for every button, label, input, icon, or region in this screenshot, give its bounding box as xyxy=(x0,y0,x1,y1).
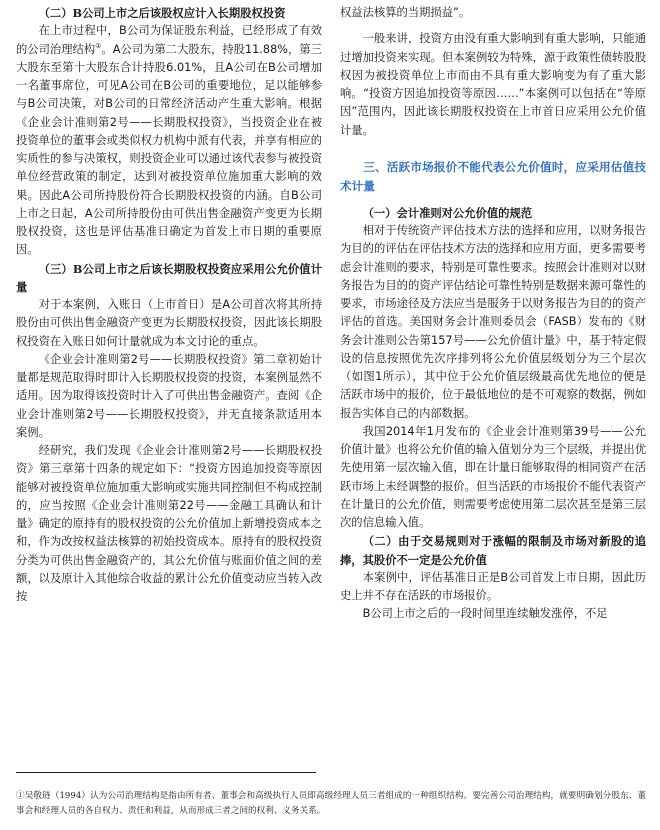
section-heading-3: （三）B公司上市之后该长期股权投资应采用公允价值计量 xyxy=(16,261,322,294)
paragraph-governance-a: 在上市过程中，B公司为保证股东利益，已经形成了有效的公司治理结构 xyxy=(16,24,322,56)
paragraph-research: 经研究，我们发现《企业会计准则第2号——长期股权投资》第三章第十四条的规定如下：“投资方因追加投资等原因能够对被投资单位施加重大影响或实施共同控制但不构成控制的，应当按照《企业会计准则第22号——金融工具确认和计量》确定的原持有的股权投资的公允价值加上新增投资成本之和，作为改按权益法核算的初始投资成本。原持有的股权投资分类为可供出售金融资产的，其公允价值与账面价值之间的差额，以及原计入其他综合收益的累计公允价值变动应当转入改按 xyxy=(16,444,322,603)
paragraph-case-focus: 对于本案例，入账日（上市首日）是A公司首次将其所持股份由可供出售金融资产变更为长期股权投资，因此该长期股权投资在入账日如何计量就成为本文讨论的重点。 xyxy=(16,298,322,348)
paragraph-limit-up: B公司上市之后的一段时间里连续触发涨停，不足 xyxy=(362,607,608,621)
right-column xyxy=(340,4,646,624)
chapter-heading-3: 三、活跃市场报价不能代表公允价值时，应采用估值技术计量 xyxy=(340,159,646,193)
paragraph-fasb: 相对于传统资产评估技术方法的选择和应用，以财务报告为目的的评估在评估技术方法的选择和应用方面，更多需要考虑会计准则的要求，特别是可靠性要求。按照会计准则对以财务报告为目的的资产评估结论可靠性特别是数据来源可靠性的要求，市场途径及方法应当是服务于以财务报告为目的的资产评估的首选。美国财务会计准则委员会（FASB）发布的《财务会计准则公告第157号——公允价值计量》中，基于特定假设的信息按照优先次序排列将公允价值层级划分为三个层次（如图1所示），其中位于公允价值层级最高优先地位的便是活跃市场中的报价，位于最低地位的是不可观察的数据，例如报告实体自己的内部数据。 xyxy=(340,224,646,420)
left-column xyxy=(16,4,322,606)
paragraph-special-case: 一般来讲，投资方由没有重大影响到有重大影响，只能通过增加投资来实现。但本案例较为特殊，源于政策性债转股股权因为被投资单位上市而由不具有重大影响变为有了重大影响。“投资方因追加投资等原因……”本案例可以包括在“等原因”范围内，因此该长期股权投资在上市首日应采用公允价值计量。 xyxy=(340,32,646,137)
section-heading-2: （二）B公司上市之后该股权应计入长期股权投资 xyxy=(38,6,286,20)
footnote-divider xyxy=(16,772,316,773)
footnote: ①吴敬琏（1994）认为公司治理结构是指由所有者、董事会和高级执行人员即高级经理人员三者组成的一种组织结构。要完善公司治理结构，就要明确划分股东、董事会和经理人员的各自权力、责任和利益，从而形成三者之间的权利、义务关系。 xyxy=(16,790,646,816)
paragraph-valuation-date: 本案例中，评估基准日正是B公司首发上市日期，因此历史上并不存在活跃的市场报价。 xyxy=(340,570,646,602)
section-heading-fair-value-rules: （一）会计准则对公允价值的规范 xyxy=(362,205,533,220)
section-heading-price-limit: （二）由于交易规则对于涨幅的限制及市场对新股的追捧，其股价不一定是公允价值 xyxy=(340,534,646,567)
paragraph-governance-b: 。A公司为第二大股东，持股11.88%，第三大股东至第十大股东合计持股6.01%，且A公司在B公司增加一名董事席位，可见A公司在B公司的重要地位，足以能够参与B公司决策，对B公司的日常经济活动产生重大影响。根据《企业会计准则第2号——长期股权投资》，当投资企业在被投资单位的董事会或类似权力机构中派有代表，并享有相应的实质性的参与决策权，则投资企业可以通过该代表参与被投资单位经营政策的制定，达到对被投资单位施加重大影响的效果。因此A公司所持股份符合长期股权投资的内涵。自B公司上市之日起，A公司所持股份由可供出售金融资产变更为长期股权投资，这也是评估基准日确定为首发上市日期的重要原因。 xyxy=(16,42,322,257)
footnote-ref[interactable]: ① xyxy=(95,41,102,50)
paragraph-standard-39: 我国2014年1月发布的《企业会计准则第39号——公允价值计量》也将公允价值的输入值划分为三个层级，并提出优先使用第一层次输入值，即在计量日能够取得的相同资产在活跃市场上未经调整的报价。但当活跃的市场报价不能代表资产在计量日的公允价值，则需要考虑使用第二层次甚至是第三层次的信息输入值。 xyxy=(340,424,646,529)
paragraph-governance xyxy=(16,22,322,259)
paragraph-standard-2: 《企业会计准则第2号——长期股权投资》第二章初始计量都是规范取得时即计入长期股权投资的投资，本案例显然不适用。因为取得该投资时计入了可供出售金融资产。查阅《企业会计准则第2号——长期股权投资》，并无直接条款适用本案例。 xyxy=(16,352,322,439)
paragraph-continued: 权益法核算的当期损益”。 xyxy=(340,6,471,19)
